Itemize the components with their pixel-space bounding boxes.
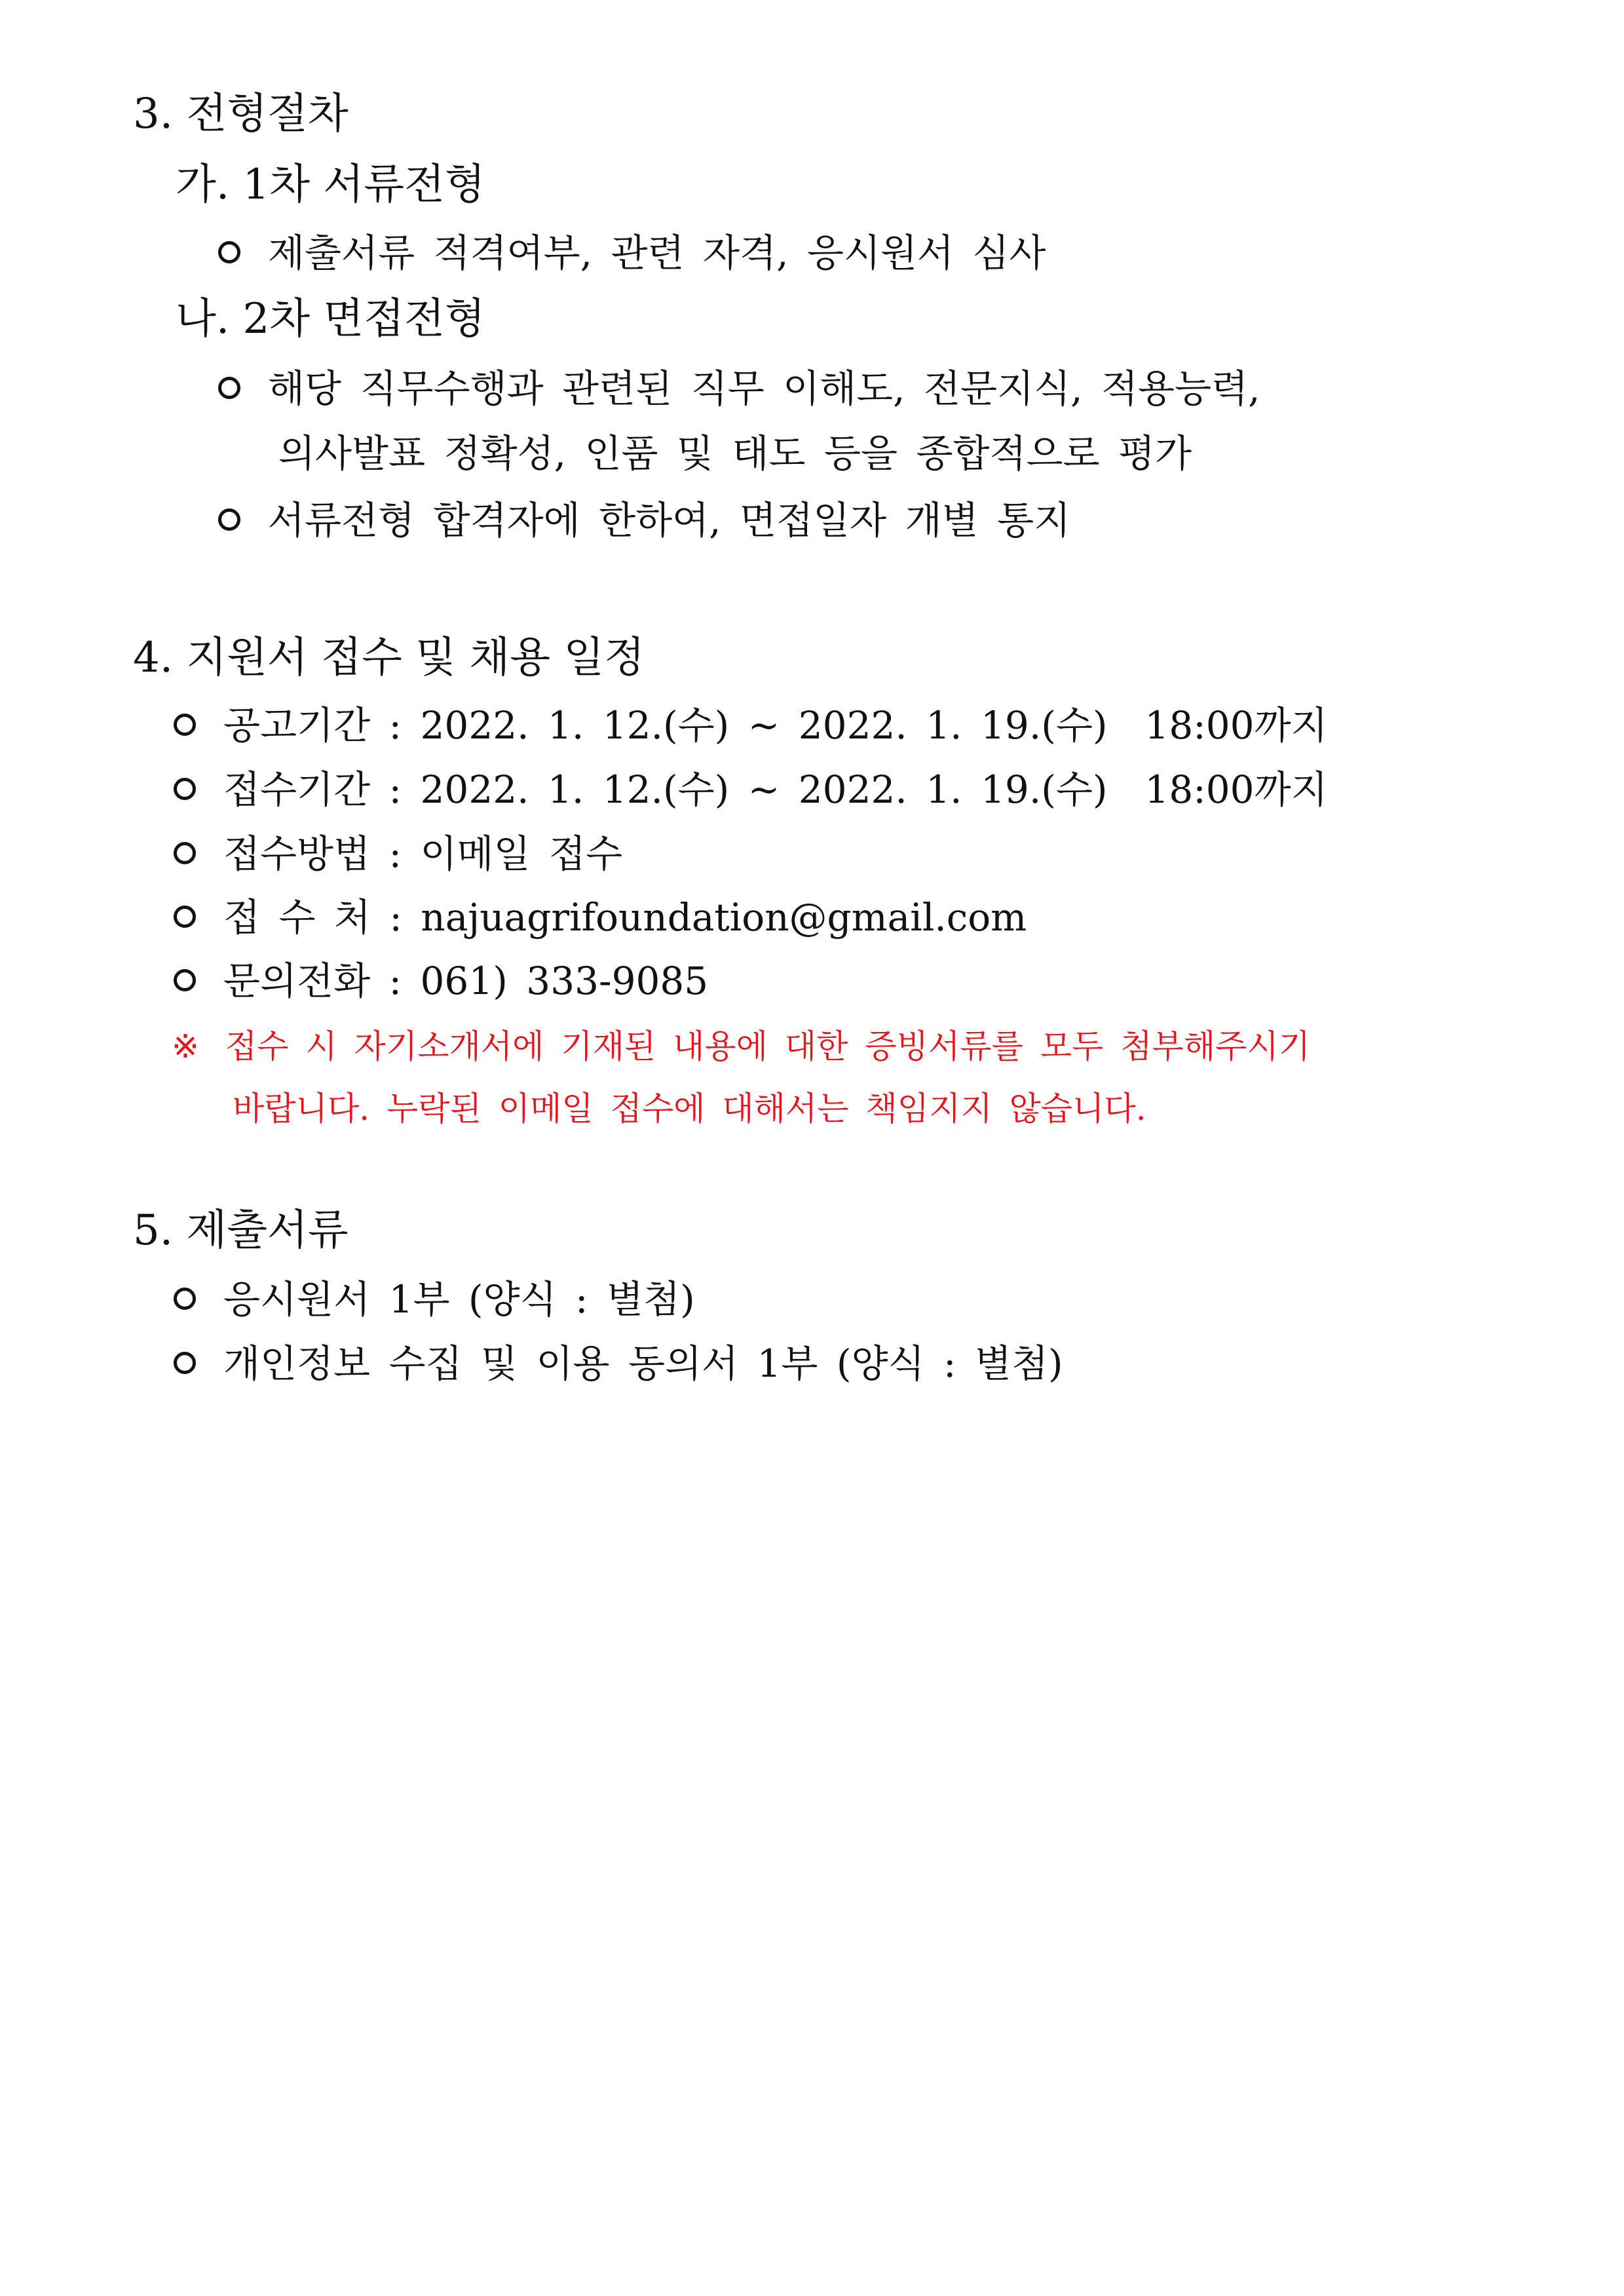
item-text: 접 수 처 : najuagrifoundation@gmail.com [223, 895, 1027, 940]
section-3-sub1-item-1 [218, 231, 1046, 275]
item-text: 접수방법 : 이메일 접수 [223, 832, 623, 876]
section-5-item-2 [174, 1341, 1063, 1386]
section-5-title: 5. 제출서류 [133, 1206, 349, 1255]
hollow-circle-bullet-icon [174, 969, 196, 991]
item-text: 문의전화 : 061) 333-9085 [223, 959, 709, 1003]
item-text: 서류전형 합격자에 한하여, 면접일자 개별 통지 [268, 498, 1071, 543]
section-4-notice-cont: 바랍니다. 누락된 이메일 접수에 대해서는 책임지지 않습니다. [233, 1090, 1146, 1128]
reference-mark-icon: ※ [172, 1027, 199, 1065]
hollow-circle-bullet-icon [174, 842, 196, 864]
notice-text: 접수 시 자기소개서에 기재된 내용에 대한 증빙서류를 모두 첨부해주시기 [225, 1027, 1311, 1065]
hollow-circle-bullet-icon [218, 377, 240, 399]
hollow-circle-bullet-icon [218, 508, 240, 531]
section-3-sub2-item-1-cont: 의사발표 정확성, 인품 및 태도 등을 종합적으로 평가 [278, 431, 1192, 476]
section-4-item-5 [174, 959, 709, 1003]
item-text: 제출서류 적격여부, 관련 자격, 응시원서 심사 [268, 231, 1046, 275]
section-4-title: 4. 지원서 접수 및 채용 일정 [133, 634, 645, 682]
section-3-sub1-title: 가. 1차 서류전형 [176, 161, 485, 209]
item-text: 개인정보 수집 및 이용 동의서 1부 (양식 : 별첨) [223, 1341, 1063, 1386]
item-text: 공고기간 : 2022. 1. 12.(수) ~ 2022. 1. 19.(수) 18:00까지 [223, 703, 1328, 748]
section-4-item-4 [174, 895, 1027, 940]
item-text: 응시원서 1부 (양식 : 별첨) [223, 1277, 695, 1322]
section-3-sub2-title: 나. 2차 면접전형 [176, 295, 485, 343]
section-3-title: 3. 전형절차 [133, 90, 349, 138]
item-text: 접수기간 : 2022. 1. 12.(수) ~ 2022. 1. 19.(수) 18:00까지 [223, 767, 1328, 812]
section-3-sub2-item-2 [218, 498, 1071, 543]
section-4-item-3 [174, 832, 623, 876]
hollow-circle-bullet-icon [174, 714, 196, 736]
hollow-circle-bullet-icon [174, 1288, 196, 1310]
section-4-item-2 [174, 767, 1328, 812]
section-5-item-1 [174, 1277, 695, 1322]
hollow-circle-bullet-icon [174, 906, 196, 928]
section-3-sub2-item-1 [218, 366, 1260, 411]
hollow-circle-bullet-icon [174, 1352, 196, 1374]
hollow-circle-bullet-icon [174, 778, 196, 800]
hollow-circle-bullet-icon [218, 241, 240, 263]
item-text: 해당 직무수행과 관련된 직무 이해도, 전문지식, 적용능력, [268, 366, 1260, 411]
section-4-notice [172, 1027, 1311, 1065]
section-4-item-1 [174, 703, 1328, 748]
